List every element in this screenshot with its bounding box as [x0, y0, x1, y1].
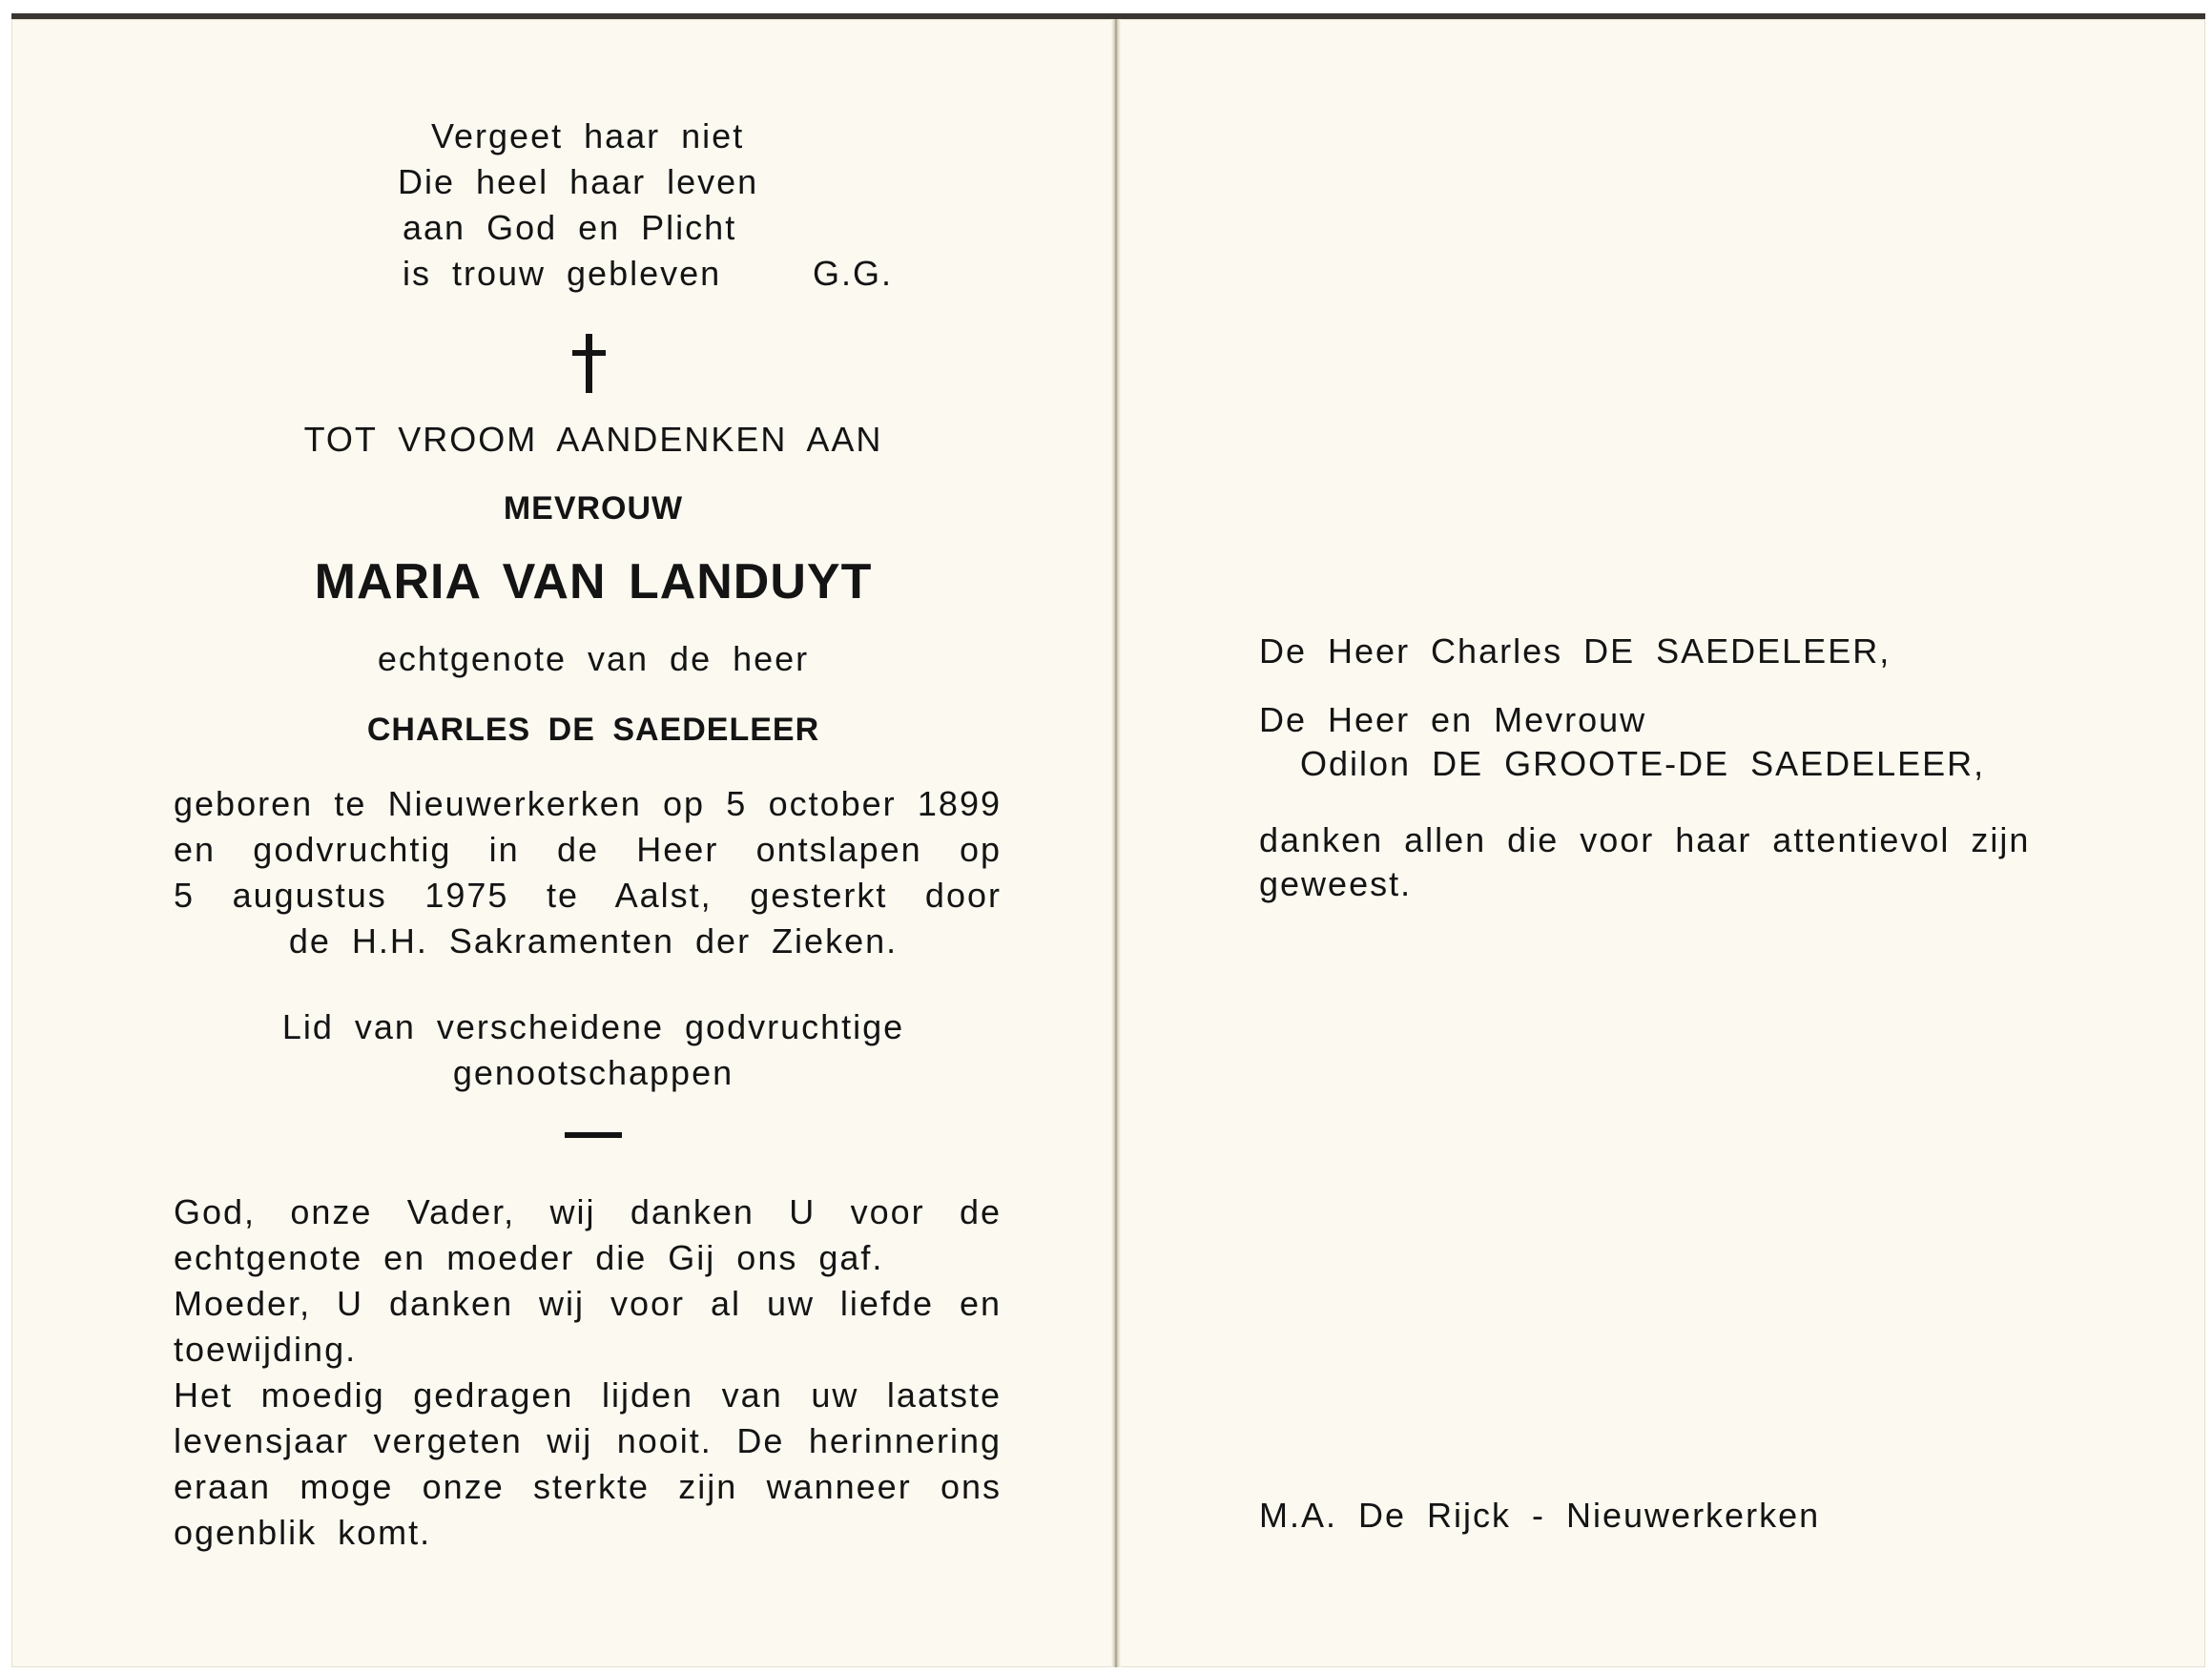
- memorial-heading: TOT VROOM AANDENKEN AAN: [303, 420, 883, 459]
- biography-line-1: geboren te Nieuwerkerken op 5 october 1899: [174, 784, 1002, 823]
- prayer-line-1: God, onze Vader, wij danken U voor de: [174, 1192, 1002, 1231]
- prayer-line-8: ogenblik komt.: [174, 1513, 432, 1552]
- spouse-name: CHARLES DE SAEDELEER: [366, 712, 820, 748]
- salutation: MEVROUW: [503, 490, 684, 527]
- verse-line-2: Die heel haar leven: [398, 162, 759, 201]
- family-member-1: De Heer Charles DE SAEDELEER,: [1259, 631, 1892, 671]
- prayer-line-6: levensjaar vergeten wij nooit. De herinnering: [174, 1421, 1002, 1460]
- spouse-intro: echtgenote van de heer: [377, 639, 810, 678]
- prayer-line-7: eraan moge onze sterkte zijn wanneer ons: [174, 1467, 1002, 1506]
- membership-line-2: genootschappen: [452, 1053, 734, 1092]
- prayer-line-3: Moeder, U danken wij voor al uw liefde en: [174, 1284, 1002, 1323]
- left-page: [11, 19, 1111, 1667]
- separator-dash: [565, 1132, 622, 1138]
- membership-line-1: Lid van verscheidene godvruchtige: [281, 1007, 905, 1046]
- cross-icon: [563, 334, 620, 401]
- verse-initials: G.G.: [813, 254, 894, 293]
- biography-line-3: 5 augustus 1975 te Aalst, gesterkt door: [174, 876, 1002, 915]
- deceased-name: MARIA VAN LANDUYT: [314, 554, 873, 610]
- verse-line-3: aan God en Plicht: [403, 208, 737, 247]
- thanks-line-1: danken allen die voor haar attentievol zijn: [1259, 820, 2031, 859]
- prayer-line-4: toewijding.: [174, 1330, 358, 1369]
- verse-line-4: is trouw gebleven: [403, 254, 722, 293]
- printer-credit: M.A. De Rijck - Nieuwerkerken: [1259, 1496, 1821, 1535]
- verse-line-1: Vergeet haar niet: [431, 116, 745, 155]
- family-member-2-line-1: De Heer en Mevrouw: [1259, 700, 1647, 739]
- prayer-line-2: echtgenote en moeder die Gij ons gaf.: [174, 1238, 884, 1277]
- memorial-card: [11, 13, 2205, 1667]
- biography-line-2: en godvruchtig in de Heer ontslapen op: [174, 830, 1002, 869]
- card-fold: [1111, 19, 1121, 1667]
- right-page: [1121, 19, 2205, 1667]
- biography-line-4: de H.H. Sakramenten der Zieken.: [288, 921, 899, 961]
- thanks-line-2: geweest.: [1259, 864, 1413, 903]
- prayer-line-5: Het moedig gedragen lijden van uw laatste: [174, 1375, 1002, 1415]
- family-member-2-line-2: Odilon DE GROOTE-DE SAEDELEER,: [1300, 744, 1986, 783]
